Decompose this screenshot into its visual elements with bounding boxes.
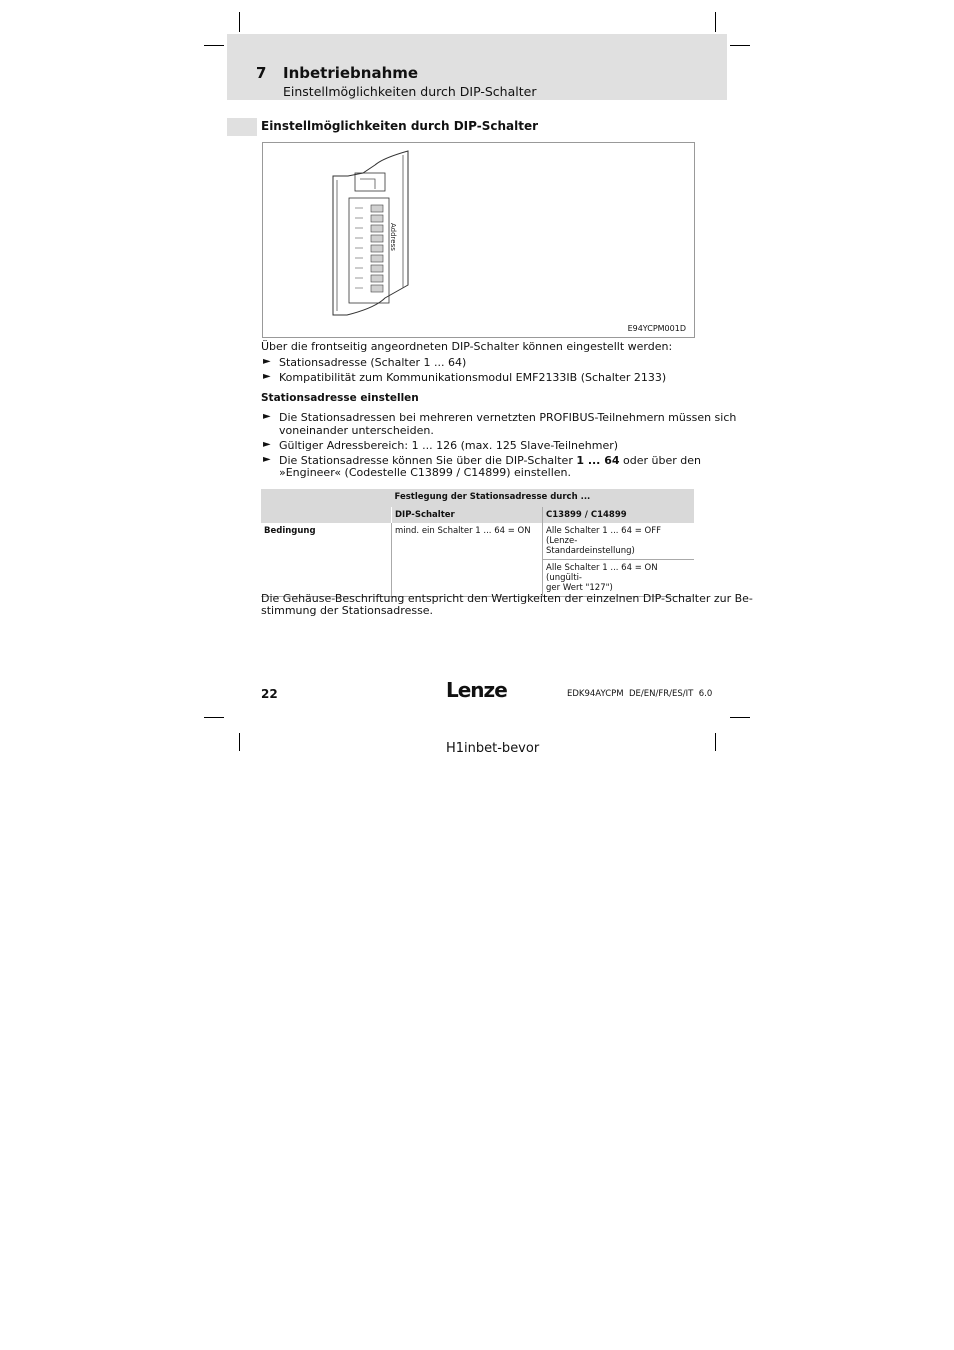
list-item: Kompatibilität zum Kommunikationsmodul EMF2133IB (Schalter 2133) bbox=[279, 371, 667, 384]
doc-id: EDK94AYCPM DE/EN/FR/ES/IT 6.0 bbox=[567, 689, 713, 699]
table-row-label: Bedingung bbox=[261, 523, 392, 597]
bullet-marker: ► bbox=[263, 439, 271, 450]
figure-label-address: Address bbox=[389, 223, 397, 251]
intro-text: Über die frontseitig angeordneten DIP-Schalter können eingestellt werden: bbox=[261, 340, 673, 353]
table-cell: mind. ein Schalter 1 ... 64 = ON bbox=[392, 523, 543, 597]
list-item: Stationsadresse (Schalter 1 ... 64) bbox=[279, 356, 467, 369]
list-item-text: Die Stationsadresse können Sie über die DIP-Schalter bbox=[279, 454, 577, 467]
lenze-logo: Lenze bbox=[446, 678, 507, 702]
chapter-title: Inbetriebnahme bbox=[283, 64, 419, 82]
crop-mark bbox=[239, 12, 240, 32]
list-item-continued: voneinander unterscheiden. bbox=[279, 424, 434, 437]
bullet-marker: ► bbox=[263, 371, 271, 382]
table-col-header: DIP-Schalter bbox=[392, 507, 543, 523]
chapter-number: 7 bbox=[256, 64, 267, 82]
table-group-header: Festlegung der Stationsadresse durch ... bbox=[392, 489, 695, 507]
chapter-subtitle: Einstellmöglichkeiten durch DIP-Schalter bbox=[283, 84, 537, 99]
closing-text: Die Gehäuse-Beschriftung entspricht den Wertigkeiten der einzelnen DIP-Schalter zur Be- bbox=[261, 592, 753, 605]
crop-mark bbox=[715, 733, 716, 751]
section-title: Einstellmöglichkeiten durch DIP-Schalter bbox=[261, 119, 539, 133]
bullet-marker: ► bbox=[263, 411, 271, 422]
table-cell-line: Standardeinstellung) bbox=[546, 546, 635, 556]
section-marker bbox=[227, 118, 257, 136]
table-cell-line: Alle Schalter 1 ... 64 = OFF (Lenze- bbox=[546, 526, 661, 546]
list-item: Die Stationsadressen bei mehreren vernetzten PROFIBUS-Teilnehmern müssen sich bbox=[279, 411, 737, 424]
table-col-header: C13899 / C14899 bbox=[543, 507, 695, 523]
crop-mark bbox=[730, 717, 750, 718]
subsection-title: Stationsadresse einstellen bbox=[261, 392, 419, 404]
list-item: Gültiger Adressbereich: 1 ... 126 (max. 125 Slave-Teilnehmer) bbox=[279, 439, 619, 452]
crop-mark bbox=[239, 733, 240, 751]
dip-switch-figure bbox=[262, 142, 695, 338]
dip-switch-illustration bbox=[263, 143, 694, 337]
list-item-text: oder über den bbox=[619, 454, 701, 467]
crop-mark bbox=[204, 45, 224, 46]
closing-text: stimmung der Stationsadresse. bbox=[261, 604, 434, 617]
table-cell bbox=[543, 523, 695, 560]
figure-caption: E94YCPM001D bbox=[627, 324, 686, 333]
list-item-bold: 1 ... 64 bbox=[576, 454, 620, 467]
crop-mark bbox=[204, 717, 224, 718]
bullet-marker: ► bbox=[263, 454, 271, 465]
list-item-continued: »Engineer« (Codestelle C13899 / C14899) einstellen. bbox=[279, 466, 571, 479]
page-number: 22 bbox=[261, 687, 278, 701]
table-cell-line: Alle Schalter 1 ... 64 = ON (ungülti- bbox=[546, 563, 658, 583]
footer-tag: H1inbet-bevor bbox=[446, 741, 540, 756]
table-corner bbox=[261, 489, 392, 523]
crop-mark bbox=[730, 45, 750, 46]
bullet-marker: ► bbox=[263, 356, 271, 367]
table-cell-line: ger Wert "127") bbox=[546, 583, 613, 593]
crop-mark bbox=[715, 12, 716, 32]
station-address-table bbox=[261, 489, 694, 597]
table-cell bbox=[543, 560, 695, 597]
